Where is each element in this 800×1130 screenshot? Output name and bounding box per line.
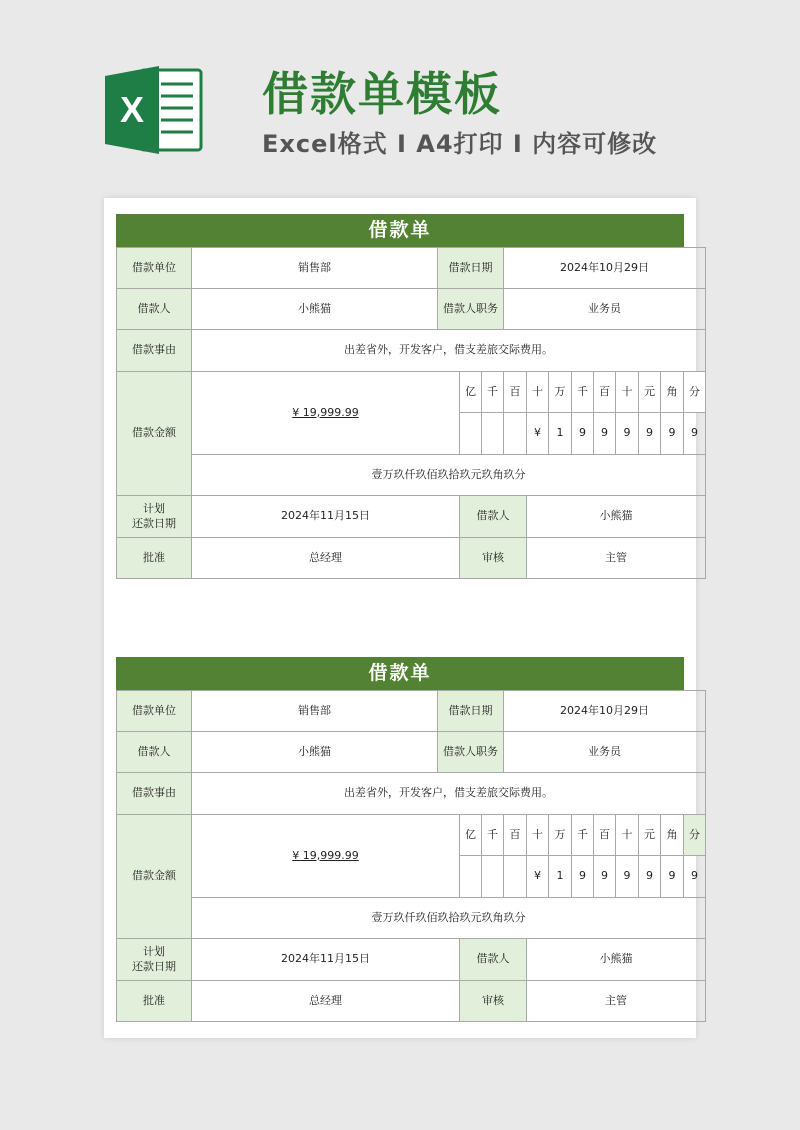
- label-date: 借款日期: [438, 248, 504, 289]
- value-unit[interactable]: 销售部: [192, 691, 438, 732]
- value-borrower-2[interactable]: 小熊猫: [527, 939, 706, 981]
- digit-value[interactable]: [482, 413, 504, 455]
- digit-value[interactable]: 9: [572, 413, 594, 455]
- digit-header: 百: [504, 815, 527, 856]
- loan-form-1: [116, 214, 700, 579]
- digit-value[interactable]: [460, 856, 482, 898]
- template-paper: [104, 198, 700, 1038]
- value-position[interactable]: 业务员: [504, 732, 706, 773]
- value-amount-words[interactable]: 壹万玖仟玖佰玖拾玖元玖角玖分: [192, 455, 706, 496]
- digit-value[interactable]: 1: [549, 413, 572, 455]
- digit-value[interactable]: [460, 413, 482, 455]
- digit-header: 万: [549, 372, 572, 413]
- digit-header: 分: [684, 372, 706, 413]
- digit-value[interactable]: 9: [684, 413, 706, 455]
- label-amount: 借款金额: [117, 372, 192, 496]
- svg-text:X: X: [119, 89, 145, 130]
- digit-value[interactable]: [504, 413, 527, 455]
- value-repay-date[interactable]: 2024年11月15日: [192, 496, 460, 538]
- value-reviewer[interactable]: 主管: [527, 981, 706, 1022]
- label-approve: 批准: [117, 981, 192, 1022]
- value-position[interactable]: 业务员: [504, 289, 706, 330]
- value-borrower-2[interactable]: 小熊猫: [527, 496, 706, 538]
- page-header: [0, 0, 800, 190]
- digit-value[interactable]: [482, 856, 504, 898]
- label-repay-date: 计划 还款日期: [117, 496, 192, 538]
- digit-header: 十: [527, 372, 549, 413]
- digit-header: 百: [504, 372, 527, 413]
- digit-header: 百: [594, 372, 616, 413]
- digit-value[interactable]: 9: [616, 413, 639, 455]
- value-date[interactable]: 2024年10月29日: [504, 248, 706, 289]
- digit-value[interactable]: 9: [639, 856, 661, 898]
- digit-value[interactable]: 9: [594, 856, 616, 898]
- label-borrower-2: 借款人: [460, 496, 527, 538]
- digit-header: 元: [639, 815, 661, 856]
- label-unit: 借款单位: [117, 248, 192, 289]
- label-borrower: 借款人: [117, 732, 192, 773]
- label-reason: 借款事由: [117, 773, 192, 815]
- label-amount: 借款金额: [117, 815, 192, 939]
- digit-header: 角: [661, 372, 684, 413]
- digit-header: 亿: [460, 815, 482, 856]
- digit-header: 十: [527, 815, 549, 856]
- label-review: 审核: [460, 981, 527, 1022]
- digit-value[interactable]: 9: [661, 856, 684, 898]
- value-approver[interactable]: 总经理: [192, 538, 460, 579]
- digit-header: 亿: [460, 372, 482, 413]
- excel-logo-icon: [103, 64, 203, 156]
- value-amount-words[interactable]: 壹万玖仟玖佰玖拾玖元玖角玖分: [192, 898, 706, 939]
- digit-value[interactable]: 9: [616, 856, 639, 898]
- page-subtitle: Excel格式 I A4打印 I 内容可修改: [262, 130, 658, 158]
- label-position: 借款人职务: [438, 289, 504, 330]
- digit-value[interactable]: 9: [594, 413, 616, 455]
- digit-value[interactable]: 9: [684, 856, 706, 898]
- digit-header: 十: [616, 372, 639, 413]
- form-title: 借款单: [116, 657, 684, 690]
- loan-form-table: [116, 690, 706, 1022]
- value-reason[interactable]: 出差省外，开发客户，借支差旅交际费用。: [192, 330, 706, 372]
- digit-header: 元: [639, 372, 661, 413]
- value-borrower[interactable]: 小熊猫: [192, 732, 438, 773]
- digit-header: 百: [594, 815, 616, 856]
- value-unit[interactable]: 销售部: [192, 248, 438, 289]
- digit-header: 千: [572, 372, 594, 413]
- digit-value[interactable]: 1: [549, 856, 572, 898]
- digit-value[interactable]: ¥: [527, 413, 549, 455]
- label-borrower: 借款人: [117, 289, 192, 330]
- label-position: 借款人职务: [438, 732, 504, 773]
- digit-header: 千: [482, 815, 504, 856]
- digit-header: 万: [549, 815, 572, 856]
- label-borrower-2: 借款人: [460, 939, 527, 981]
- page-title: 借款单模板: [262, 67, 502, 121]
- value-repay-date[interactable]: 2024年11月15日: [192, 939, 460, 981]
- digit-header: 分: [684, 815, 706, 856]
- value-amount[interactable]: ¥ 19,999.99: [192, 815, 460, 898]
- label-reason: 借款事由: [117, 330, 192, 372]
- digit-value[interactable]: 9: [639, 413, 661, 455]
- value-approver[interactable]: 总经理: [192, 981, 460, 1022]
- value-reason[interactable]: 出差省外，开发客户，借支差旅交际费用。: [192, 773, 706, 815]
- digit-value[interactable]: [504, 856, 527, 898]
- digit-header: 角: [661, 815, 684, 856]
- form-title: 借款单: [116, 214, 684, 247]
- label-unit: 借款单位: [117, 691, 192, 732]
- label-review: 审核: [460, 538, 527, 579]
- digit-value[interactable]: ¥: [527, 856, 549, 898]
- digit-header: 千: [482, 372, 504, 413]
- digit-header: 千: [572, 815, 594, 856]
- value-date[interactable]: 2024年10月29日: [504, 691, 706, 732]
- value-reviewer[interactable]: 主管: [527, 538, 706, 579]
- label-approve: 批准: [117, 538, 192, 579]
- value-borrower[interactable]: 小熊猫: [192, 289, 438, 330]
- label-repay-date: 计划 还款日期: [117, 939, 192, 981]
- digit-header: 十: [616, 815, 639, 856]
- digit-value[interactable]: 9: [572, 856, 594, 898]
- label-date: 借款日期: [438, 691, 504, 732]
- value-amount[interactable]: ¥ 19,999.99: [192, 372, 460, 455]
- loan-form-table: [116, 247, 706, 579]
- loan-form-2: [116, 657, 700, 1022]
- digit-value[interactable]: 9: [661, 413, 684, 455]
